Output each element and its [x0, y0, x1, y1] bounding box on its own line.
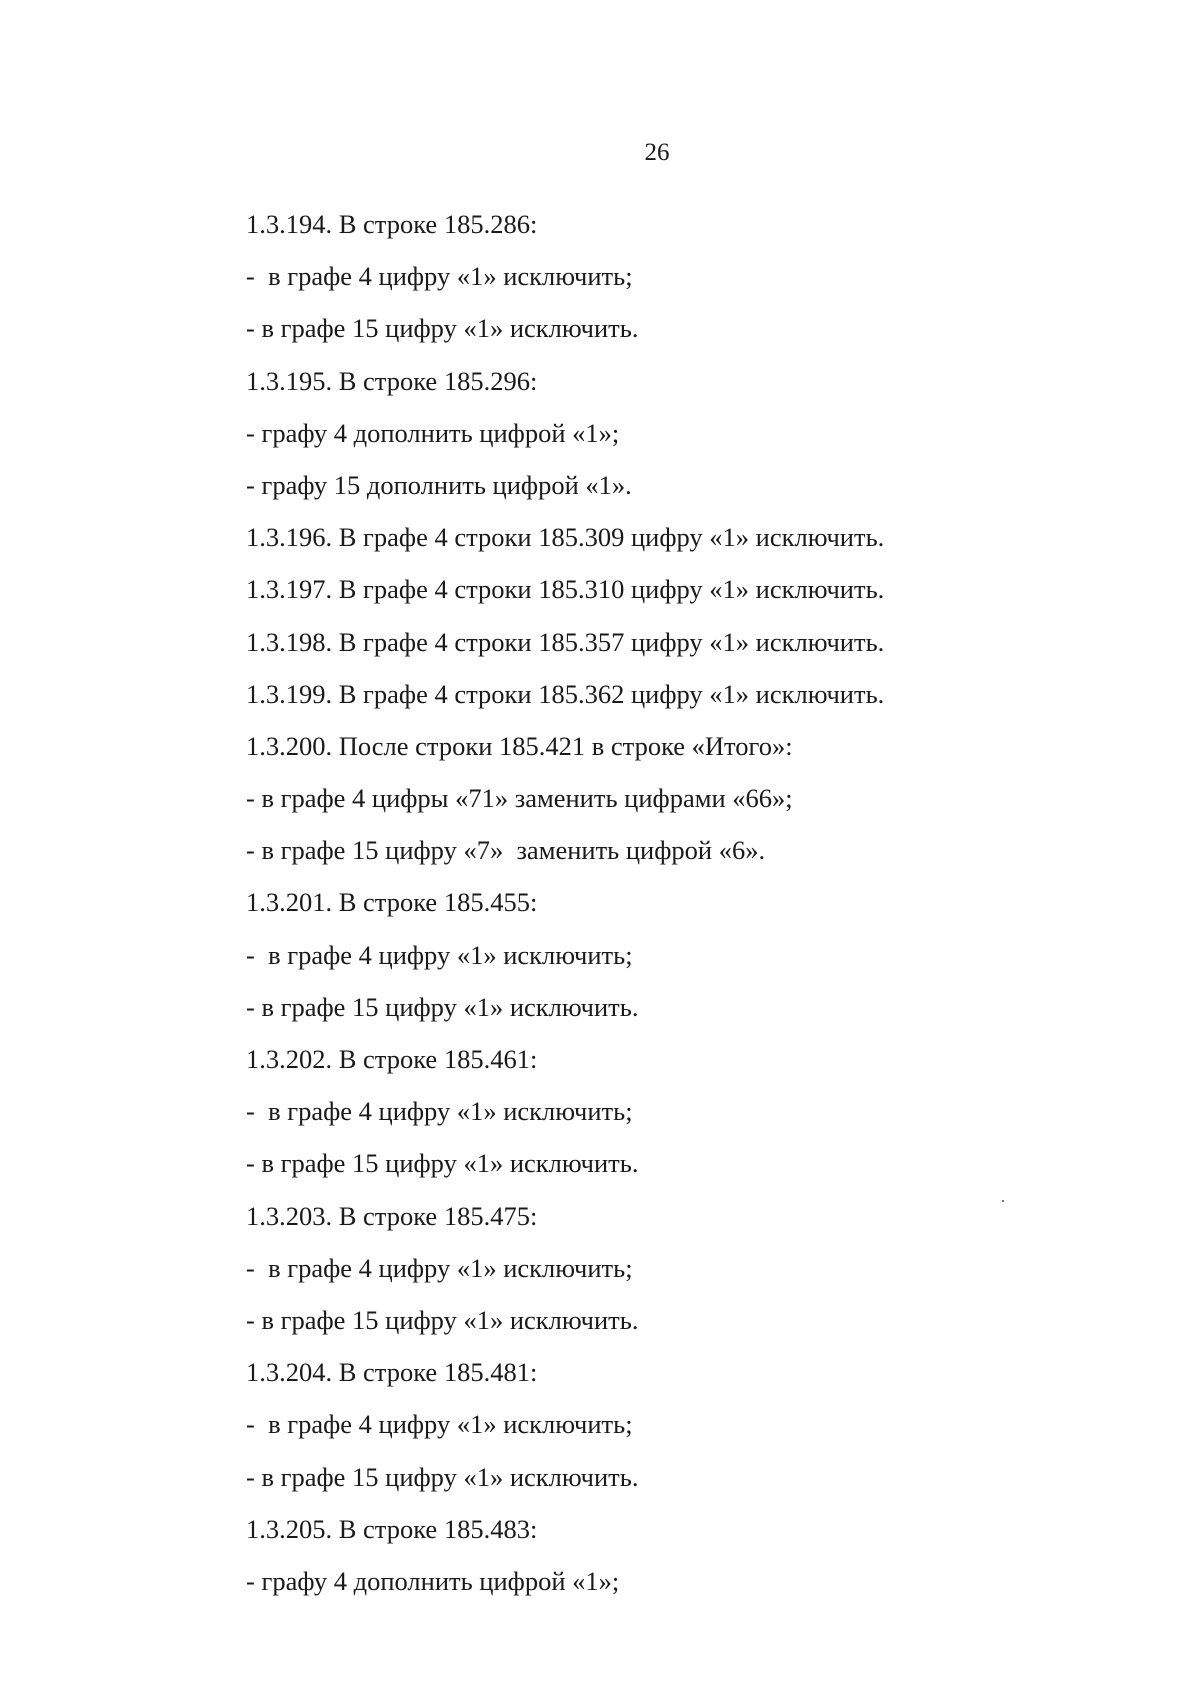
document-body	[246, 198, 1126, 1607]
text-line: 1.3.202. В строке 185.461:	[246, 1044, 538, 1074]
text-line: - в графе 4 цифру «1» исключить;	[246, 939, 633, 970]
text-line: - в графе 15 цифру «1» исключить.	[246, 1304, 639, 1335]
text-line: - в графе 4 цифру «1» исключить;	[246, 1096, 633, 1127]
text-line: 1.3.198. В графе 4 строки 185.357 цифру «1» исключить.	[246, 626, 885, 657]
text-line: 1.3.196. В графе 4 строки 185.309 цифру «1» исключить.	[246, 522, 885, 553]
text-line: 1.3.200. После строки 185.421 в строке «Итого»:	[246, 730, 793, 761]
text-line: - графу 4 дополнить цифрой «1»;	[246, 417, 620, 448]
text-line: 1.3.194. В строке 185.286:	[246, 209, 538, 239]
text-line: - в графе 15 цифру «1» исключить.	[246, 1461, 639, 1492]
text-line: 1.3.204. В строке 185.481:	[246, 1357, 538, 1388]
text-line: - в графе 15 цифру «1» исключить.	[246, 313, 639, 344]
text-line: - в графе 15 цифру «7» заменить цифрой «6».	[246, 835, 766, 866]
scan-speck	[1002, 1200, 1004, 1202]
text-line: 1.3.195. В строке 185.296:	[246, 365, 538, 396]
text-line: 1.3.205. В строке 185.483:	[246, 1513, 538, 1544]
text-line: 1.3.201. В строке 185.455:	[246, 887, 538, 918]
text-line: 1.3.203. В строке 185.475:	[246, 1200, 538, 1231]
text-line: - в графе 4 цифру «1» исключить;	[246, 1252, 633, 1283]
text-line: - графу 4 дополнить цифрой «1»;	[246, 1565, 620, 1596]
text-line: - графу 15 дополнить цифрой «1».	[246, 469, 632, 500]
text-line: 1.3.197. В графе 4 строки 185.310 цифру «1» исключить.	[246, 574, 885, 605]
page-number: 26	[644, 139, 670, 166]
text-line: - в графе 4 цифру «1» исключить;	[246, 261, 633, 292]
text-line: - в графе 4 цифры «71» заменить цифрами «66»;	[246, 783, 793, 814]
text-line: - в графе 15 цифру «1» исключить.	[246, 1148, 639, 1179]
text-line: - в графе 15 цифру «1» исключить.	[246, 991, 639, 1022]
text-line: - в графе 4 цифру «1» исключить;	[246, 1409, 633, 1440]
text-line: 1.3.199. В графе 4 строки 185.362 цифру «1» исключить.	[246, 678, 885, 709]
